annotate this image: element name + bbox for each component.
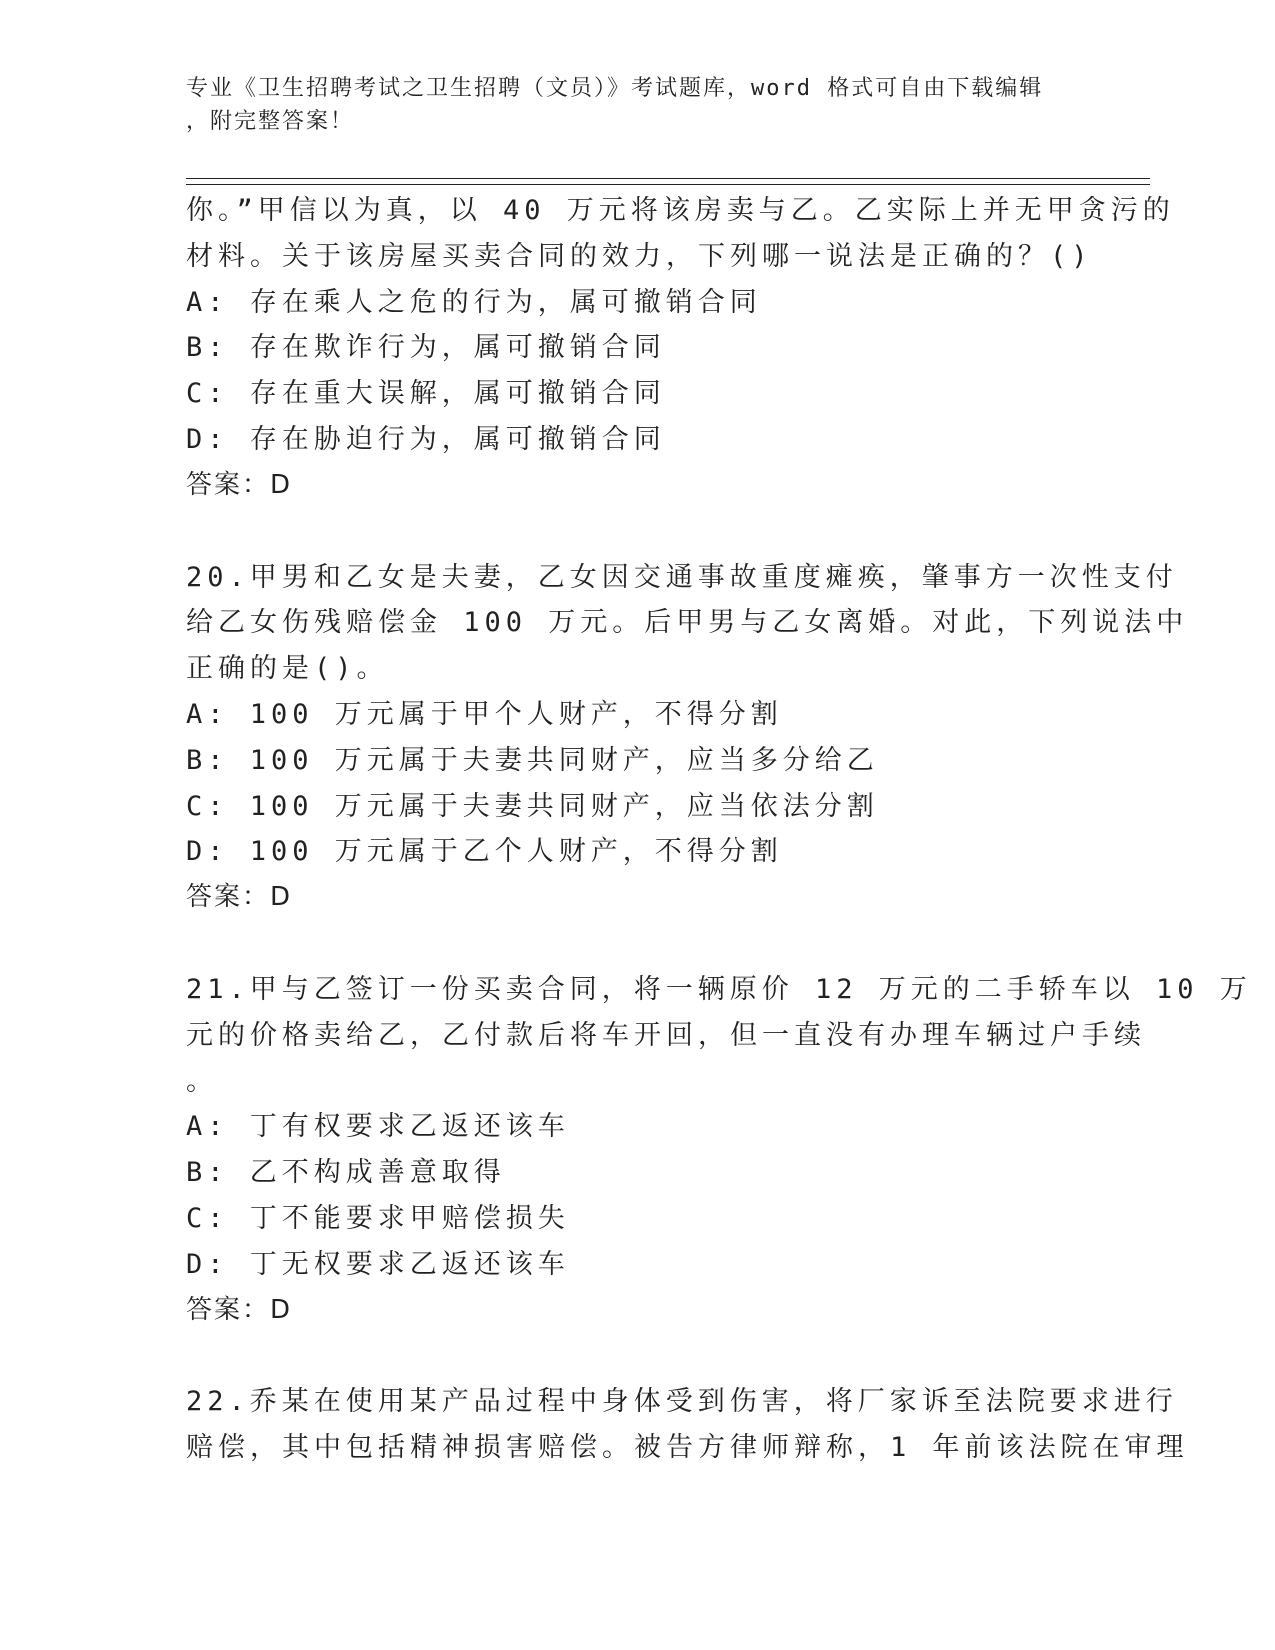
option-b: B: 乙不构成善意取得: [186, 1157, 506, 1189]
block-spacer: [186, 509, 1106, 555]
question-stem-line: 你。”甲信以为真，以 40 万元将该房卖与乙。乙实际上并无甲贪污的: [186, 195, 1175, 226]
question-block: [186, 188, 1175, 509]
question-stem-line: 。: [186, 1065, 218, 1097]
header-line-2: ，附完整答案！: [186, 109, 355, 134]
option-a: A: 丁有权要求乙返还该车: [186, 1111, 570, 1143]
question-stem-line: 21.甲与乙签订一份买卖合同，将一辆原价 12 万元的二手轿车以 10 万: [186, 973, 1252, 1005]
question-stem-line: 正确的是()。: [186, 653, 389, 685]
question-stem-line: 赔偿，其中包括精神损害赔偿。被告方律师辩称，1 年前该法院在审理: [186, 1432, 1189, 1464]
question-block: [186, 967, 1252, 1333]
header-line-1: 专业《卫生招聘考试之卫生招聘（文员）》考试题库，word 格式可自由下载编辑: [186, 76, 1044, 101]
block-spacer: [186, 921, 1106, 967]
question-content: [186, 188, 1252, 1471]
question-block: [186, 555, 1189, 921]
option-a: A: 100 万元属于甲个人财产，不得分割: [186, 698, 783, 730]
question-stem-line: 20.甲男和乙女是夫妻，乙女因交通事故重度瘫痪，肇事方一次性支付: [186, 561, 1178, 593]
option-d: D: 存在胁迫行为，属可撤销合同: [186, 423, 666, 455]
option-b: B: 存在欺诈行为，属可撤销合同: [186, 332, 666, 364]
block-spacer: [186, 1333, 1106, 1379]
option-d: D: 丁无权要求乙返还该车: [186, 1248, 570, 1280]
option-d: D: 100 万元属于乙个人财产，不得分割: [186, 836, 783, 868]
answer-label: 答案：D: [186, 882, 293, 913]
answer-label: 答案：D: [186, 1294, 293, 1325]
question-stem-line: 给乙女伤残赔偿金 100 万元。后甲男与乙女离婚。对此，下列说法中: [186, 607, 1189, 639]
option-b: B: 100 万元属于夫妻共同财产，应当多分给乙: [186, 744, 879, 776]
option-a: A: 存在乘人之危的行为，属可撤销合同: [186, 286, 762, 318]
question-stem-line: 元的价格卖给乙，乙付款后将车开回，但一直没有办理车辆过户手续: [186, 1019, 1146, 1051]
question-block: [186, 1379, 1189, 1471]
question-stem-line: 22.乔某在使用某产品过程中身体受到伤害，将厂家诉至法院要求进行: [186, 1386, 1178, 1418]
header-divider-bottom: [186, 184, 1150, 185]
question-stem-line: 材料。关于该房屋买卖合同的效力，下列哪一说法是正确的？(): [186, 240, 1093, 272]
document-header: [186, 72, 1066, 138]
header-divider-top: [186, 178, 1150, 179]
answer-label: 答案：D: [186, 469, 293, 500]
option-c: C: 丁不能要求甲赔偿损失: [186, 1202, 570, 1234]
option-c: C: 存在重大误解，属可撤销合同: [186, 378, 666, 410]
option-c: C: 100 万元属于夫妻共同财产，应当依法分割: [186, 790, 879, 822]
